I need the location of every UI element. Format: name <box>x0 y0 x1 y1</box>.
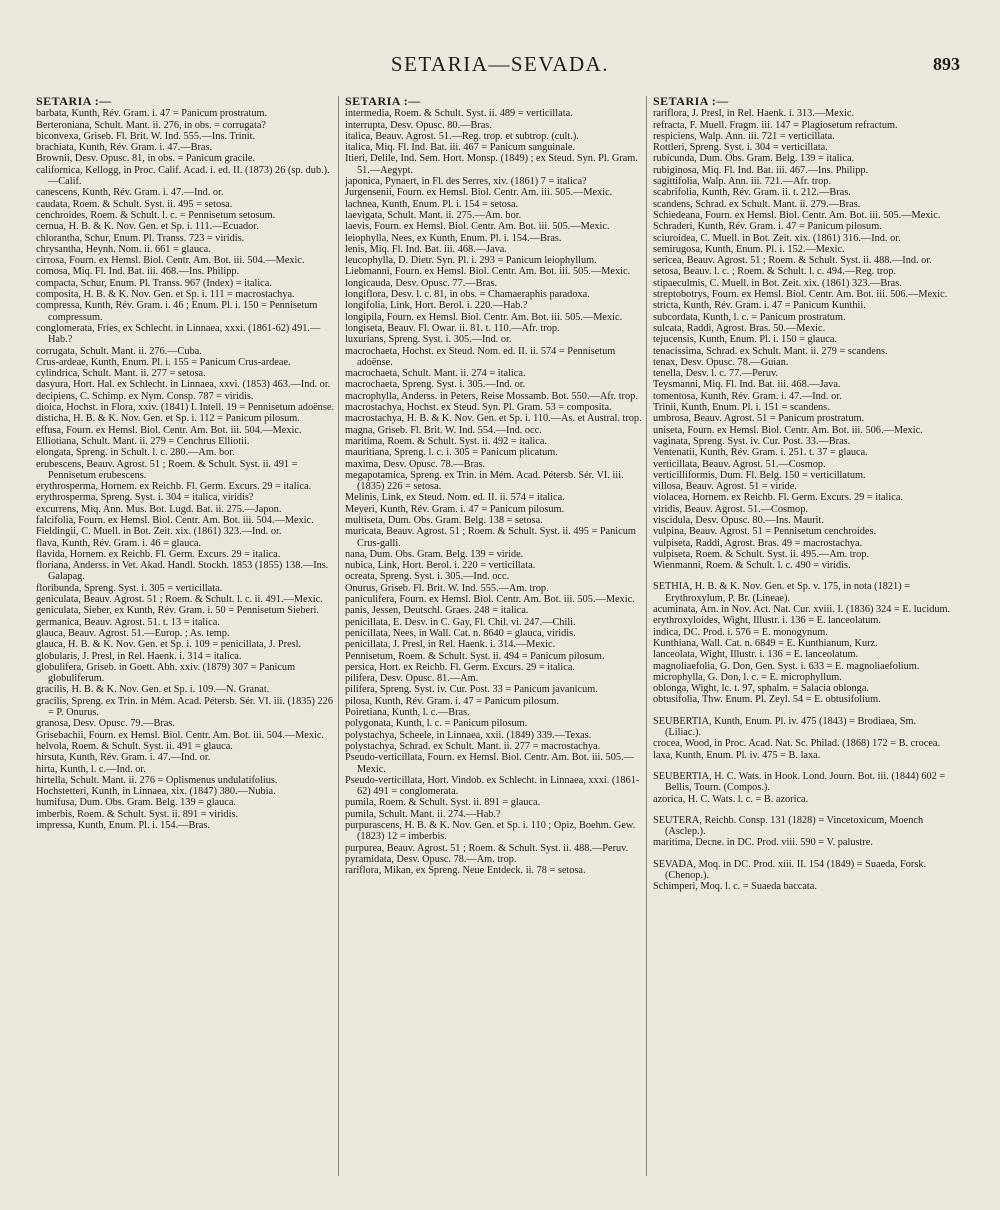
index-entry: macrophylla, Anderss. in Peters, Reise Mossamb. Bot. 550.—Afr. trop. <box>345 390 638 402</box>
index-entry: chrysantha, Heynh. Nom. ii. 661 = glauca. <box>36 243 211 255</box>
index-entry: Ventenatii, Kunth, Rév. Gram. i. 251. t. 37 = glauca. <box>653 447 868 459</box>
index-entry: italica, Beauv. Agrost. 51.—Reg. trop. et subtrop. (cult.). <box>345 130 579 142</box>
index-entry: Onurus, Griseb. Fl. Brit. W. Ind. 555.—Am. trop. <box>345 582 549 594</box>
index-entry: violacea, Hornem. ex Reichb. Fl. Germ. Excurs. 29 = italica. <box>653 492 903 504</box>
index-entry: Grisebachii, Fourn. ex Hemsl. Biol. Centr. Am. Bot. iii. 504.—Mexic. <box>36 729 325 741</box>
index-entry: hirta, Kunth, l. c.—Ind. or. <box>36 763 146 775</box>
index-entry: sulcata, Raddi, Agrost. Bras. 50.—Mexic. <box>653 322 826 334</box>
index-entry: cenchroides, Roem. & Schult. l. c. = Pennisetum setosum. <box>36 209 276 221</box>
index-entry: macrostachya, Hochst. ex Steud. Syn. Pl. Gram. 53 = composita. <box>345 402 612 414</box>
index-entry: Schimperi, Moq. l. c. = Suaeda baccata. <box>653 881 817 893</box>
index-entry: stricta, Kunth, Rév. Gram. i. 47 = Panicum Kunthii. <box>653 300 866 312</box>
index-entry: pumila, Roem. & Schult. Syst. ii. 891 = glauca. <box>345 797 541 809</box>
index-entry: geniculata, Beauv. Agrost. 51 ; Roem. & Schult. l. c. ii. 491.—Mexic. <box>36 594 323 606</box>
index-entry: macrochaeta, Spreng. Syst. i. 305.—Ind. or. <box>345 379 526 391</box>
column-divider <box>338 96 339 1176</box>
index-entry: excurrens, Miq. Ann. Mus. Bot. Lugd. Bat. ii. 275.—Japon. <box>36 503 282 515</box>
index-entry: megapotamica, Spreng. ex Trin. in Mém. Acad. Pétersb. Sér. VI. iii. (1835) 226 = setosa. <box>345 469 624 493</box>
index-entry: muricata, Beauv. Agrost. 51 ; Roem. & Schult. Syst. ii. 495 = Panicum Crus-galli. <box>345 526 636 549</box>
index-entry: viscidula, Desv. Opusc. 80.—Ins. Maurit. <box>653 514 824 526</box>
index-entry: flava, Kunth, Rév. Gram. i. 46 = glauca. <box>36 537 201 549</box>
index-entry: setosa, Beauv. l. c. ; Roem. & Schult. l. c. 494.—Reg. trop. <box>653 266 896 278</box>
index-entry: tenacissima, Schrad. ex Schult. Mant. ii. 279 = scandens. <box>653 345 888 357</box>
index-entry: maritima, Decne. in DC. Prod. viii. 590 = V. palustre. <box>653 837 873 849</box>
index-entry: acuminata, Arn. in Nov. Act. Nat. Cur. xviii. I. (1836) 324 = E. lucidum. <box>653 604 951 616</box>
index-entry: elongata, Spreng. in Schult. l. c. 280.—Am. bor. <box>36 447 235 459</box>
index-entry: longiseta, Beauv. Fl. Owar. ii. 81. t. 110.—Afr. trop. <box>345 322 560 334</box>
index-entry: italica, Miq. Fl. Ind. Bat. iii. 467 = Panicum sanguinale. <box>345 142 576 154</box>
index-entry: laevigata, Schult. Mant. ii. 275.—Am. bor. <box>345 209 522 221</box>
index-entry: intermedia, Roem. & Schult. Syst. ii. 489 = verticillata. <box>345 108 573 120</box>
index-entry: lanceolata, Wight, Illustr. i. 136 = E. lanceolatum. <box>653 649 859 661</box>
index-entry: magnoliaefolia, G. Don, Gen. Syst. i. 633 = E. magnoliaefolium. <box>653 660 920 672</box>
index-entry: maxima, Desv. Opusc. 78.—Bras. <box>345 458 486 470</box>
index-entry: Liebmanni, Fourn. ex Hemsl. Biol. Centr. Am. Bot. iii. 505.—Mexic. <box>345 266 631 278</box>
index-entry: Meyeri, Kunth, Rév. Gram. i. 47 = Panicum pilosum. <box>345 503 565 515</box>
index-entry: crocea, Wood, in Proc. Acad. Nat. Sc. Philad. (1868) 172 = B. crocea. <box>653 738 941 750</box>
index-entry: penicillata, Nees, in Wall. Cat. n. 8640 = glauca, viridis. <box>345 627 576 639</box>
index-entry: indica, DC. Prod. i. 576 = E. monogynum. <box>653 626 828 638</box>
index-entry: magna, Griseb. Fl. Brit. W. Ind. 554.—Ind. occ. <box>345 424 542 436</box>
index-entry: helvola, Roem. & Schult. Syst. ii. 491 = glauca. <box>36 740 233 752</box>
index-entry: lenis, Miq. Fl. Ind. Bat. iii. 468.—Java. <box>345 243 507 255</box>
index-entry: leiophylla, Nees, ex Kunth, Enum. Pl. i. 154.—Bras. <box>345 232 562 244</box>
index-entry: tenax, Desv. Opusc. 78.—Guian. <box>653 356 789 368</box>
index-entry: rariflora, Mikan, ex Spreng. Neue Entdeck. ii. 78 = setosa. <box>345 865 586 877</box>
index-entry: Pennisetum, Roem. & Schult. Syst. ii. 494 = Panicum pilosum. <box>345 650 605 662</box>
index-entry: vulpina, Beauv. Agrost. 51 = Pennisetum cenchroides. <box>653 526 877 538</box>
index-entry: corrugata, Schult. Mant. ii. 276.—Cuba. <box>36 345 202 357</box>
index-entry: barbata, Kunth, Rév. Gram. i. 47 = Panicum prostratum. <box>36 108 268 120</box>
index-entry: compacta, Schur, Enum. Pl. Transs. 967 (Index) = italica. <box>36 277 272 289</box>
index-entry: semirugosa, Kunth, Enum. Pl. i. 152.—Mexic. <box>653 243 845 255</box>
genus-entry: SEVADA, Moq. in DC. Prod. xiii. II. 154 (1849) = Suaeda, Forsk. (Chenop.). <box>653 858 927 881</box>
index-entry: hirtella, Schult. Mant. ii. 276 = Oplismenus undulatifolius. <box>36 774 278 786</box>
index-entry: scandens, Schrad. ex Schult. Mant. ii. 279.—Bras. <box>653 198 861 210</box>
index-entry: sericea, Beauv. Agrost. 51 ; Roem. & Schult. Syst. ii. 488.—Ind. or. <box>653 255 932 267</box>
index-entry: leucophylla, D. Dietr. Syn. Pl. i. 293 = Panicum leiophyllum. <box>345 255 597 267</box>
index-entry: refracta, F. Muell. Fragm. iii. 147 = Plagiosetum refractum. <box>653 119 898 131</box>
index-entry: conglomerata, Fries, ex Schlecht. in Linnaea, xxxi. (1861-62) 491.—Hab.? <box>36 322 321 346</box>
index-entry: nubica, Link, Hort. Berol. i. 220 = verticillata. <box>345 560 536 572</box>
index-entry: stipaeculmis, C. Muell. in Bot. Zeit. xix. (1861) 323.—Bras. <box>653 277 902 289</box>
genus-entry: SEUTERA, Reichb. Consp. 131 (1828) = Vincetoxicum, Moench (Asclep.). <box>653 814 924 838</box>
index-entry: longipila, Fourn. ex Hemsl. Biol. Centr. Am. Bot. iii. 505.—Mexic. <box>345 311 623 323</box>
index-entry: vulpiseta, Roem. & Schult. Syst. ii. 495.—Am. trop. <box>653 548 869 560</box>
index-entry: sciuroidea, C. Muell. in Bot. Zeit. xix. (1861) 316.—Ind. or. <box>653 232 901 244</box>
index-entry: germanica, Beauv. Agrost. 51. t. 13 = italica. <box>36 616 220 628</box>
index-entry: Melinis, Link, ex Steud. Nom. ed. II. ii. 574 = italica. <box>345 492 565 504</box>
index-entry: Teysmanni, Miq. Fl. Ind. Bat. iii. 468.—Java. <box>653 379 841 391</box>
index-entry: oblonga, Wight, lc. t. 97, sphalm. = Salacia oblonga. <box>653 683 869 695</box>
index-entry: Pseudo-verticillata, Hort. Vindob. ex Schlecht. in Linnaea, xxxi. (1861-62) 491 = conglomerata. <box>345 774 640 798</box>
index-entry: villosa, Beauv. Agrost. 51 = viride. <box>653 481 797 493</box>
index-entry: comosa, Miq. Fl. Ind. Bat. iii. 468.—Ins. Philipp. <box>36 266 240 278</box>
index-entry: rubiginosa, Miq. Fl. Ind. Bat. iii. 467.—Ins. Philipp. <box>653 164 869 176</box>
index-entry: Elliotiana, Schult. Mant. ii. 279 = Cenchrus Elliotii. <box>36 435 250 447</box>
index-entry: dasyura, Hort. Hal. ex Schlecht. in Linnaea, xxvi. (1853) 463.—Ind. or. <box>36 379 331 391</box>
index-entry: scabrifolia, Kunth, Rév. Gram. ii. t. 212.—Bras. <box>653 187 851 199</box>
index-entry: Kunthiana, Wall. Cat. n. 6849 = E. Kunthianum, Kurz. <box>653 637 878 649</box>
index-entry: japonica, Pynaert, in Fl. des Serres, xiv. (1861) 7 = italica? <box>345 176 587 188</box>
page-number: 893 <box>933 54 960 74</box>
index-entry: multiseta, Dum. Obs. Gram. Belg. 138 = setosa. <box>345 514 543 526</box>
index-entry: vaginata, Spreng. Syst. iv. Cur. Post. 33.—Bras. <box>653 435 851 447</box>
index-entry: rariflora, J. Presl, in Rel. Haenk. i. 313.—Mexic. <box>653 108 855 120</box>
index-entry: luxurians, Spreng. Syst. i. 305.—Ind. or. <box>345 334 512 346</box>
index-entry: paniculifera, Fourn. ex Hemsl. Biol. Centr. Am. Bot. iii. 505.—Mexic. <box>345 594 635 606</box>
index-entry: floribunda, Spreng. Syst. i. 305 = verticillata. <box>36 582 223 594</box>
index-entry: globularis, J. Presl, in Rel. Haenk. i. 314 = italica. <box>36 650 242 662</box>
index-entry: geniculata, Sieber, ex Kunth, Rév. Gram. i. 50 = Pennisetum Sieberi. <box>36 605 319 617</box>
genus-entry: SEUBERTIA, H. C. Wats. in Hook. Lond. Journ. Bot. iii. (1844) 602 = Bellis, Tourn. (Compos.). <box>653 770 946 794</box>
index-entry: lachnea, Kunth, Enum. Pl. i. 154 = setosa. <box>345 198 519 210</box>
index-entry: Schraderi, Kunth, Rév. Gram. i. 47 = Panicum pilosum. <box>653 221 882 233</box>
page-header <box>40 52 960 82</box>
index-entry: Pseudo-verticillata, Fourn. ex Hemsl. Biol. Centr. Am. Bot. iii. 505.—Mexic. <box>345 752 634 775</box>
column-1 <box>36 96 334 1186</box>
index-entry: californica, Kellogg, in Proc. Calif. Acad. i. ed. II. (1873) 26 (sp. dub.).—Calif. <box>36 164 330 188</box>
column-2 <box>345 96 643 1186</box>
genus-heading: SETARIA :— <box>345 96 421 108</box>
index-entry: longiflora, Desv. l. c. 81, in obs. = Chamaeraphis paradoxa. <box>345 289 590 301</box>
index-entry: decipiens, C. Schimp. ex Nym. Consp. 787 = viridis. <box>36 390 254 402</box>
index-entry: brachiata, Kunth, Rév. Gram. i. 47.—Bras. <box>36 142 213 154</box>
index-entry: Fieldingii, C. Muell. in Bot. Zeit. xix. (1861) 323.—Ind. or. <box>36 526 282 538</box>
index-entry: erythrosperma, Spreng. Syst. i. 304 = italica, viridis? <box>36 492 254 504</box>
index-entry: caudata, Roem. & Schult. Syst. ii. 495 = setosa. <box>36 198 233 210</box>
index-entry: erythrosperma, Hornem. ex Reichb. Fl. Germ. Excurs. 29 = italica. <box>36 481 312 493</box>
index-entry: flavida, Hornem. ex Reichb. Fl. Germ. Excurs. 29 = italica. <box>36 548 281 560</box>
index-entry: longifolia, Link, Hort. Berol. i. 220.—Hab.? <box>345 300 528 312</box>
index-entry: imberbis, Roem. & Schult. Syst. ii. 891 = viridis. <box>36 808 239 820</box>
index-entry: floriana, Anderss. in Vet. Akad. Handl. Stockh. 1853 (1855) 138.—Ins. Galapag. <box>36 560 329 583</box>
index-entry: tomentosa, Kunth, Rév. Gram. i. 47.—Ind. or. <box>653 390 842 402</box>
index-entry: polystachya, Schrad. ex Schult. Mant. ii. 277 = macrostachya. <box>345 740 601 752</box>
index-entry: macrochaeta, Schult. Mant. ii. 274 = italica. <box>345 368 526 380</box>
text-columns <box>36 96 976 1186</box>
index-entry: rubicunda, Dum. Obs. Gram. Belg. 139 = italica. <box>653 153 855 165</box>
index-entry: Berteroniana, Schult. Mant. ii. 276, in obs. = corrugata? <box>36 119 266 131</box>
index-entry: composita, H. B. & K. Nov. Gen. et Sp. i. 111 = macrostachya. <box>36 289 295 301</box>
index-entry: respiciens, Walp. Ann. iii. 721 = verticillata. <box>653 130 835 142</box>
index-entry: Rottleri, Spreng. Syst. i. 304 = verticillata. <box>653 142 828 154</box>
index-entry: glauca, H. B. & K. Nov. Gen. et Sp. i. 109 = penicillata, J. Presl. <box>36 639 302 651</box>
index-entry: nana, Dum. Obs. Gram. Belg. 139 = viride. <box>345 548 524 560</box>
index-entry: erubescens, Beauv. Agrost. 51 ; Roem. & Schult. Syst. ii. 491 = Pennisetum erubescens. <box>36 458 298 481</box>
index-entry: panis, Jessen, Deutschl. Graes. 248 = italica. <box>345 605 529 617</box>
index-entry: Wienmanni, Roem. & Schult. l. c. 490 = viridis. <box>653 560 851 572</box>
genus-heading: SETARIA :— <box>36 96 112 108</box>
index-entry: laevis, Fourn. ex Hemsl. Biol. Centr. Am. Bot. iii. 505.—Mexic. <box>345 221 610 233</box>
index-entry: Brownii, Desv. Opusc. 81, in obs. = Panicum gracile. <box>36 153 256 165</box>
index-entry: cirrosa, Fourn. ex Hemsl. Biol. Centr. Am. Bot. iii. 504.—Mexic. <box>36 255 305 267</box>
index-entry: Jurgensenii, Fourn. ex Hemsl. Biol. Centr. Am. iii. 505.—Mexic. <box>345 187 613 199</box>
column-3 <box>653 96 951 1186</box>
index-entry: cernua, H. B. & K. Nov. Gen. et Sp. i. 111.—Ecuador. <box>36 221 259 233</box>
index-entry: cylindrica, Schult. Mant. ii. 277 = setosa. <box>36 368 206 380</box>
index-entry: granosa, Desv. Opusc. 79.—Bras. <box>36 718 175 730</box>
column-divider <box>646 96 647 1176</box>
index-entry: effusa, Fourn. ex Hemsl. Biol. Centr. Am. Bot. iii. 504.—Mexic. <box>36 424 302 436</box>
index-entry: pilosa, Kunth, Rév. Gram. i. 47 = Panicum pilosum. <box>345 695 559 707</box>
index-entry: azorica, H. C. Wats. l. c. = B. azorica. <box>653 793 809 805</box>
index-entry: macrostachya, H. B. & K. Nov. Gen. et Sp. i. 110.—As. et Austral. trop. <box>345 413 642 425</box>
index-entry: humifusa, Dum. Obs. Gram. Belg. 139 = glauca. <box>36 797 236 809</box>
index-entry: biconvexa, Griseb. Fl. Brit. W. Ind. 555.—Ins. Trinit. <box>36 130 256 142</box>
index-entry: impressa, Kunth, Enum. Pl. i. 154.—Bras. <box>36 820 210 831</box>
index-entry: mauritiana, Spreng. l. c. i. 305 = Panicum plicatum. <box>345 447 558 459</box>
index-entry: Crus-ardeae, Kunth, Enum. Pl. i. 155 = Panicum Crus-ardeae. <box>36 356 291 368</box>
index-entry: verticillata, Beauv. Agrost. 51.—Cosmop. <box>653 458 826 470</box>
index-entry: viridis, Beauv. Agrost. 51.—Cosmop. <box>653 503 808 515</box>
index-entry: polygonata, Kunth, l. c. = Panicum pilosum. <box>345 718 528 730</box>
index-entry: uniseta, Fourn. ex Hemsl. Biol. Centr. Am. Bot. iii. 506.—Mexic. <box>653 424 923 436</box>
index-entry: ocreata, Spreng. Syst. i. 305.—Ind. occ. <box>345 571 510 583</box>
index-entry: gracilis, Spreng. ex Trin. in Mém. Acad. Pétersb. Sér. VI. iii. (1835) 226 = P. Onurus. <box>36 695 333 719</box>
index-entry: vulpiseta, Raddi, Agrost. Bras. 49 = macrostachya. <box>653 537 863 549</box>
index-entry: purpurea, Beauv. Agrost. 51 ; Roem. & Schult. Syst. ii. 488.—Peruv. <box>345 842 629 854</box>
index-entry: globulifera, Griseb. in Goett. Abh. xxiv. (1879) 307 = Panicum globuliferum. <box>36 661 296 685</box>
index-entry: pyramidata, Desv. Opusc. 78.—Am. trop. <box>345 853 517 865</box>
index-entry: laxa, Kunth, Enum. Pl. iv. 475 = B. laxa. <box>653 749 821 761</box>
index-entry: purpurascens, H. B. & K. Nov. Gen. et Sp. i. 110 ; Opiz, Boehm. Gew. (1823) 12 = imberbis. <box>345 820 636 843</box>
index-entry: verticilliformis, Dum. Fl. Belg. 150 = verticillatum. <box>653 469 866 481</box>
index-entry: umbrosa, Beauv. Agrost. 51 = Panicum prostratum. <box>653 413 865 425</box>
index-entry: longicauda, Desv. Opusc. 77.—Bras. <box>345 277 498 289</box>
running-title: SETARIA—SEVADA. <box>390 52 610 76</box>
index-entry: Poiretiana, Kunth, l. c.—Bras. <box>345 707 470 719</box>
index-entry: tenella, Desv. l. c. 77.—Peruv. <box>653 368 779 380</box>
index-entry: glauca, Beauv. Agrost. 51.—Europ. ; As. temp. <box>36 627 230 639</box>
index-entry: streptobotrys, Fourn. ex Hemsl. Biol. Centr. Am. Bot. iii. 506.—Mexic. <box>653 289 948 301</box>
index-entry: dioica, Hochst. in Flora, xxiv. (1841) I. Intell. 19 = Pennisetum adoënse. <box>36 402 334 414</box>
index-entry: pumila, Schult. Mant. ii. 274.—Hab.? <box>345 808 501 820</box>
genus-entry: SETHIA, H. B. & K. Nov. Gen. et Sp. v. 175, in nota (1821) = Erythroxylum, P. Br. (Lineae). <box>653 581 911 604</box>
index-entry: disticha, H. B. & K. Nov. Gen. et Sp. i. 112 = Panicum pilosum. <box>36 413 300 425</box>
index-entry: polystachya, Scheele, in Linnaea, xxii. (1849) 339.—Texas. <box>345 729 592 741</box>
index-entry: tejucensis, Kunth, Enum. Pl. i. 150 = glauca. <box>653 334 837 346</box>
index-entry: Schiedeana, Fourn. ex Hemsl. Biol. Centr. Am. Bot. iii. 505.—Mexic. <box>653 209 941 221</box>
genus-heading: SETARIA :— <box>653 96 729 108</box>
genus-entry: SEUBERTIA, Kunth, Enum. Pl. iv. 475 (1843) = Brodiaea, Sm. (Liliac.). <box>653 715 917 739</box>
index-entry: hirsuta, Kunth, Rév. Gram. i. 47.—Ind. or. <box>36 752 211 764</box>
index-entry: persica, Hort. ex Reichb. Fl. Germ. Excurs. 29 = italica. <box>345 661 575 673</box>
index-entry: erythroxyloides, Wight, Illustr. i. 136 = E. lanceolatum. <box>653 615 881 627</box>
index-entry: pilifera, Spreng. Syst. iv. Cur. Post. 33 = Panicum javanicum. <box>345 684 598 696</box>
index-entry: chlorantha, Schur, Enum. Pl. Transs. 723 = viridis. <box>36 232 245 244</box>
index-entry: Trinii, Kunth, Enum. Pl. i. 151 = scandens. <box>653 402 830 414</box>
index-entry: pilifera, Desv. Opusc. 81.—Am. <box>345 673 479 685</box>
index-entry: obtusifolia, Thw. Enum. Pl. Zeyl. 54 = E. obtusifolium. <box>653 694 881 706</box>
index-entry: gracilis, H. B. & K. Nov. Gen. et Sp. i. 109.—N. Granat. <box>36 684 270 696</box>
index-entry: maritima, Roem. & Schult. Syst. ii. 492 = italica. <box>345 435 548 447</box>
index-entry: subcordata, Kunth, l. c. = Panicum prostratum. <box>653 311 846 323</box>
index-entry: Hochstetteri, Kunth, in Linnaea, xix. (1847) 380.—Nubia. <box>36 786 276 798</box>
index-entry: penicillata, E. Desv. in C. Gay, Fl. Chil. vi. 247.—Chili. <box>345 616 576 628</box>
index-entry: canescens, Kunth, Rév. Gram. i. 47.—Ind. or. <box>36 187 224 199</box>
index-entry: sagittifolia, Walp. Ann. iii. 721.—Afr. trop. <box>653 176 832 188</box>
index-entry: penicillata, J. Presl, in Rel. Haenk. i. 314.—Mexic. <box>345 639 556 651</box>
index-entry: Itieri, Delile, Ind. Sem. Hort. Monsp. (1849) ; ex Steud. Syn. Pl. Gram. 51.—Aegypt. <box>345 153 638 176</box>
index-entry: microphylla, G. Don, l. c. = E. microphyllum. <box>653 671 842 683</box>
index-entry: compressa, Kunth, Rév. Gram. i. 46 ; Enum. Pl. i. 150 = Pennisetum compressum. <box>36 300 318 323</box>
index-entry: falcifolia, Fourn. ex Hemsl. Biol. Centr. Am. Bot. iii. 504.—Mexic. <box>36 514 314 526</box>
index-entry: interrupta, Desv. Opusc. 80.—Bras. <box>345 119 492 131</box>
index-entry: macrochaeta, Hochst. ex Steud. Nom. ed. II. ii. 574 = Pennisetum adoënse. <box>345 345 616 368</box>
